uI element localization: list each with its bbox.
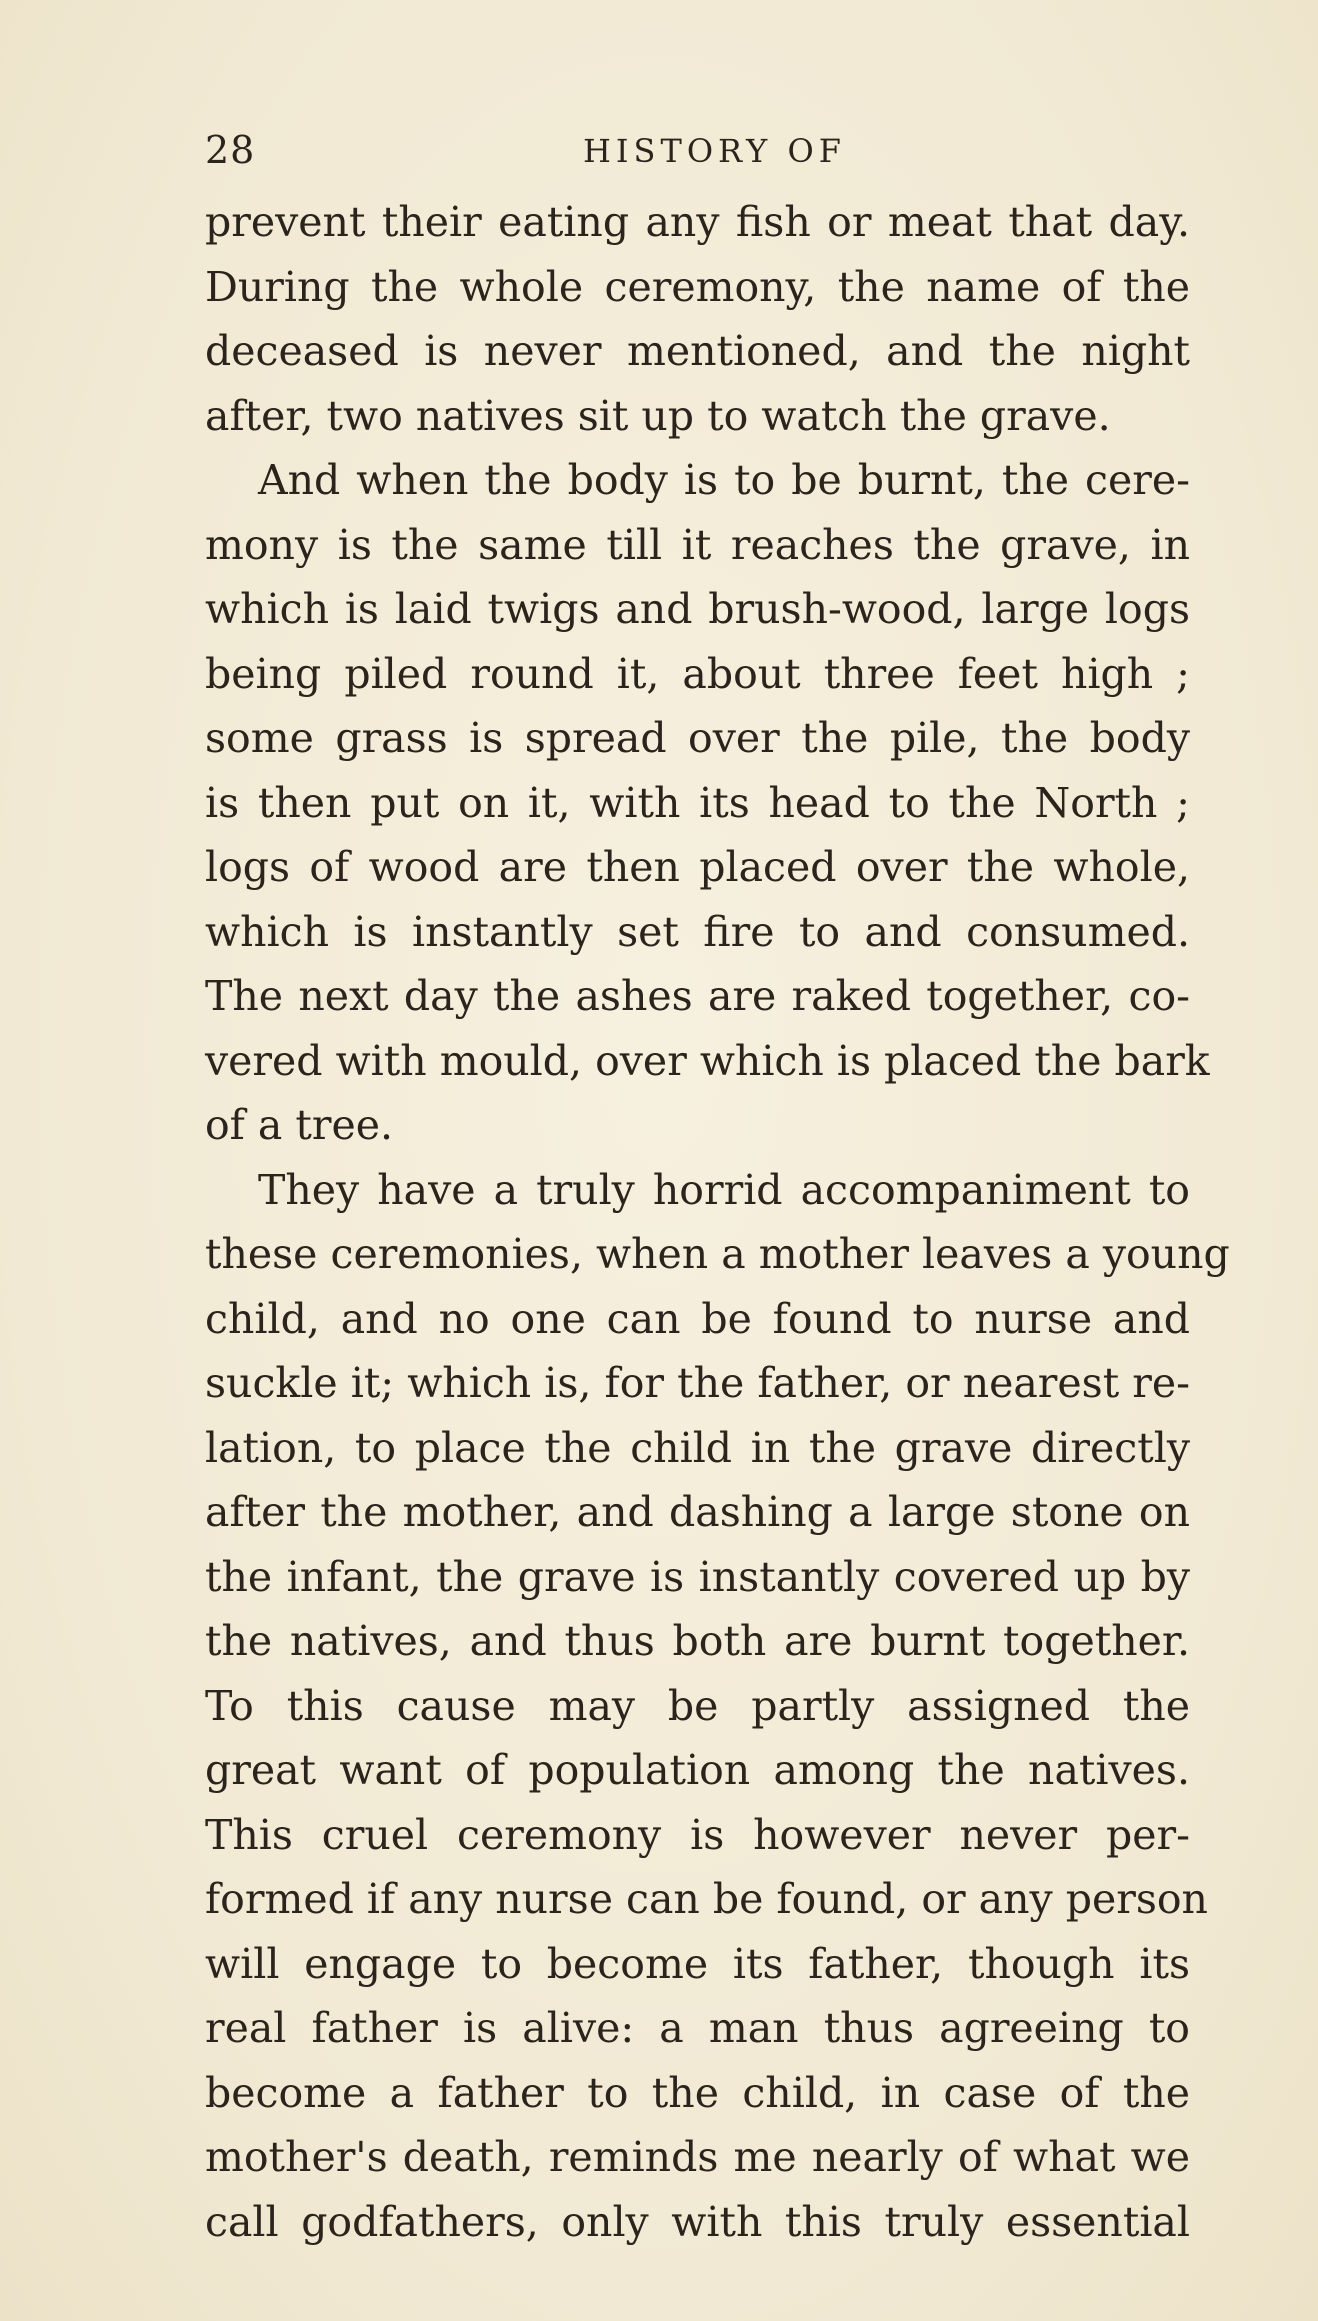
- text-line: logs of wood are then placed over the whole,: [205, 843, 1190, 891]
- page-number: 28: [205, 128, 256, 172]
- text-line: To this cause may be partly assigned the: [205, 1681, 1190, 1730]
- text-line: prevent their eating any fish or meat that day.: [205, 198, 1190, 246]
- text-line: is then put on it, with its head to the North ;: [205, 778, 1190, 827]
- text-line: formed if any nurse can be found, or any person: [205, 1875, 1208, 1923]
- text-line: of a tree.: [205, 1101, 394, 1149]
- text-line: after the mother, and dashing a large stone on: [205, 1488, 1190, 1536]
- text-line: suckle it; which is, for the father, or nearest re-: [205, 1359, 1190, 1407]
- text-line: This cruel ceremony is however never per-: [205, 1810, 1190, 1859]
- text-line: which is instantly set fire to and consumed.: [205, 907, 1190, 956]
- text-line: The next day the ashes are raked together, co-: [205, 972, 1190, 1020]
- text-line: real father is alive: a man thus agreeing to: [205, 2004, 1190, 2052]
- text-line: During the whole ceremony, the name of the: [205, 262, 1190, 311]
- text-line: some grass is spread over the pile, the body: [205, 714, 1190, 762]
- text-line: being piled round it, about three feet high ;: [205, 649, 1190, 698]
- text-line: call godfathers, only with this truly essential: [205, 2197, 1190, 2246]
- text-line: which is laid twigs and brush-wood, large logs: [205, 585, 1190, 633]
- text-line: They have a truly horrid accompaniment to: [258, 1165, 1190, 1214]
- body-text: [205, 190, 1230, 2254]
- text-line: the infant, the grave is instantly covered up by: [205, 1552, 1190, 1601]
- text-line: the natives, and thus both are burnt together.: [205, 1617, 1190, 1665]
- text-line: And when the body is to be burnt, the cere-: [258, 456, 1190, 504]
- text-line: deceased is never mentioned, and the night: [205, 327, 1190, 375]
- text-line: will engage to become its father, though its: [205, 1939, 1190, 1988]
- text-line: these ceremonies, when a mother leaves a young: [205, 1230, 1230, 1278]
- text-line: mother's death, reminds me nearly of what we: [205, 2133, 1190, 2181]
- text-line: after, two natives sit up to watch the grave.: [205, 391, 1111, 440]
- text-line: great want of population among the natives.: [205, 1746, 1190, 1794]
- running-head: HISTORY OF: [583, 132, 846, 170]
- text-line: lation, to place the child in the grave directly: [205, 1423, 1190, 1472]
- text-line: mony is the same till it reaches the grave, in: [205, 520, 1190, 569]
- text-line: become a father to the child, in case of the: [205, 2068, 1190, 2117]
- page-header: [205, 128, 1205, 188]
- text-line: child, and no one can be found to nurse and: [205, 1294, 1190, 1343]
- text-line: vered with mould, over which is placed the bark: [205, 1036, 1210, 1085]
